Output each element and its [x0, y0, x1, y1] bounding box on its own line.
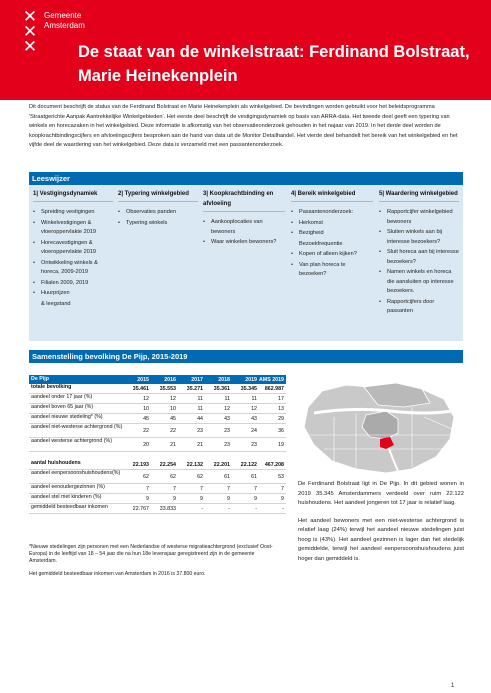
table-cell: 862.987	[264, 386, 284, 392]
column-header: 2019	[245, 377, 257, 383]
table-cell: 13	[278, 406, 284, 412]
table-cell: 9	[146, 496, 149, 502]
logo-name	[44, 11, 85, 30]
list-item: • Ontwikkeling winkels & horeca, 2009-2019	[33, 259, 113, 278]
table-cell: 61	[251, 474, 257, 480]
table-cell: 11	[197, 406, 203, 412]
table-cell: 24	[251, 428, 257, 434]
table-row	[29, 494, 286, 504]
footnote-income: Het gemiddeld besteedbaar inkomen van Amsterdam in 2016 is 37.800 euro.	[29, 571, 206, 577]
row-label: aandeel eenpersoonshuishoudens(%)	[31, 470, 121, 476]
table-row	[29, 438, 286, 452]
leeswijzer-column-2	[118, 189, 198, 229]
table-cell: 467.208	[264, 462, 284, 468]
table-cell: 7	[200, 486, 203, 492]
column-heading: 3| Koopkrachtbinding en afvloeiing	[203, 189, 285, 212]
table-cell: 45	[170, 416, 176, 422]
list-item: • Spreiding vestigingen	[33, 208, 113, 218]
table-cell: 23	[197, 428, 203, 434]
column-heading: 2| Typering winkelgebied	[118, 189, 198, 202]
table-cell: 12	[170, 396, 176, 402]
table-cell: 7	[281, 486, 284, 492]
table-cell: 22.254	[159, 462, 176, 468]
table-row	[29, 504, 286, 514]
list-item: • Filialen 2009, 2019	[33, 279, 113, 289]
row-label: aandeel boven 65 jaar (%)	[31, 404, 94, 410]
table-cell: 36	[278, 428, 284, 434]
column-header: 2016	[164, 377, 176, 383]
table-cell: 35.461	[132, 386, 149, 392]
row-label: aandeel eenoudergezinnen (%)	[31, 484, 105, 490]
table-cell: 35.271	[186, 386, 203, 392]
row-label: aandeel westerse achtergrond (%)	[31, 438, 112, 444]
table-cell: 61	[224, 474, 230, 480]
table-cell: 9	[227, 496, 230, 502]
table-cell: 22.201	[213, 462, 230, 468]
table-cell: 22	[170, 428, 176, 434]
table-cell: 33.833	[159, 506, 176, 512]
leeswijzer-title: Leeswijzer	[29, 172, 463, 185]
row-label: aandeel niet-westerse achtergrond (%)	[31, 424, 123, 430]
table-footnote	[29, 544, 279, 578]
list-item: • Rapportcijfer winkelgebied bewoners	[379, 208, 459, 227]
table-cell: 62	[170, 474, 176, 480]
bevolking-summary	[298, 480, 464, 572]
list-item: • Passantenonderzoek:	[291, 208, 373, 218]
table-cell: 62	[197, 474, 203, 480]
table-cell: 43	[224, 416, 230, 422]
list-item: • Observaties panden	[118, 208, 198, 218]
list-item: Bezoekfrequentie	[299, 240, 343, 247]
list-item: • Bezigheid	[291, 229, 373, 239]
table-row	[29, 394, 286, 404]
column-header: AMS 2019	[258, 377, 284, 383]
table-cell: 53	[278, 474, 284, 480]
list-item: & leegstand	[41, 300, 71, 307]
title-line1: De staat van de winkelstraat: Ferdinand Bolstraat,	[78, 43, 470, 61]
table-row	[29, 470, 286, 484]
table-cell: 35.345	[240, 386, 257, 392]
table-row	[29, 424, 286, 438]
table-cell: -	[201, 506, 203, 512]
list-item: • Kopen of alleen kijken?	[291, 250, 373, 260]
table-cell: 11	[224, 396, 230, 402]
row-label: aantal huishoudens	[31, 460, 81, 466]
row-label: aandeel nieuwe stedeling* (%)	[31, 414, 103, 420]
leeswijzer-column-3	[203, 189, 285, 249]
logo-name-line1: Gemeente	[44, 11, 82, 20]
table-cell: 7	[227, 486, 230, 492]
table-cell: 22.767	[132, 506, 149, 512]
table-row	[29, 404, 286, 414]
table-cell: 45	[143, 416, 149, 422]
table-cell: 43	[251, 416, 257, 422]
table-row	[29, 384, 286, 394]
table-row	[29, 460, 286, 470]
list-item: • Sluiten winkels aan bij interesse bezoekers?	[379, 228, 459, 247]
leeswijzer-column-4	[291, 189, 373, 281]
leeswijzer-column-1	[33, 189, 113, 310]
table-cell: 11	[197, 396, 203, 402]
table-cell: 9	[254, 496, 257, 502]
row-label: aandeel stel met kinderen (%)	[31, 494, 102, 500]
intro-paragraph: Dit document beschrijft de status van de Ferdinand Bolstraat en Marie Heinekenplein als winkelgebied. De bevindingen worden gebruikt voor het beleidsprogramma 'Straatgerichte Aanpak Aantrekkelijke Winkelgebieden'. Het eerste deel beschrijft de vestigingsdynamiek op basis van ARRA-data. Het tweede deel geeft een typering van winkels en horecazaken in het winkelgebied. Deze informatie is afkomstig van het observatieonderzoek gehouden in het najaar van 2019. In het derde deel worden de koopkrachtbindingscijfers en afvloeiingscijfers besproken aan de hand van data uit de Monitor Detailhandel. Het vierde deel behandelt het bereik van het winkelgebied en het vijfde deel de waardering van het winkelgebied. Deze data is verzameld met een passantenonderzoek.	[29, 104, 458, 149]
table-cell: 22.132	[186, 462, 203, 468]
title-line2: Marie Heinekenplein	[78, 67, 238, 85]
table-row	[29, 484, 286, 494]
table-cell: 12	[251, 406, 257, 412]
column-header: 2017	[191, 377, 203, 383]
list-item: • Aankooplocaties van bewoners	[203, 218, 285, 237]
bevolking-title: Samenstelling bevolking De Pijp, 2015-2019	[29, 350, 463, 363]
table-cell: 44	[197, 416, 203, 422]
leeswijzer-panel	[29, 185, 463, 341]
table-cell: 23	[224, 442, 230, 448]
table-cell: 17	[278, 396, 284, 402]
table-cell: 9	[200, 496, 203, 502]
table-header	[29, 375, 286, 384]
table-row	[29, 414, 286, 424]
column-header: De Pijp	[31, 376, 49, 382]
table-cell: 35.553	[159, 386, 176, 392]
list-item: • Huurprijzen	[33, 289, 113, 299]
table-cell: 7	[254, 486, 257, 492]
footnote-text: *Nieuwe stedelingen zijn personen met een Nederlandse of westerse migratieachtergrond (exclusief Oost-Europa) in de leeftijd van 18 – 54 jaar die na hun 18e levensjaar geregistreerd zijn in de gemeente Amsterdam.	[29, 544, 273, 564]
list-item: • Namen winkels en horeca die aansluiten op interesse bezoekers.	[379, 268, 459, 297]
table-cell: 23	[251, 442, 257, 448]
table-cell: 22.193	[132, 462, 149, 468]
row-label: aandeel onder 17 jaar (%)	[31, 394, 93, 400]
andreas-crosses-icon: ✕ ✕ ✕	[22, 7, 38, 57]
list-item: • Sluit horeca aan bij interesse bezoekers?	[379, 248, 459, 267]
table-cell: -	[228, 506, 230, 512]
column-heading: 4| Bereik winkelgebied	[291, 189, 373, 202]
table-cell: 62	[143, 474, 149, 480]
table-cell: 19	[278, 442, 284, 448]
table-cell: 12	[143, 396, 149, 402]
summary-paragraph-2: Het aandeel bewoners met een niet-westerse achtergrond is relatief laag (24%) terwijl het aandeel nieuwe stedelingen juist hoog is (43%). Het aandeel gezinnen is lager dan het stedelijk gemiddelde, terwijl het aandeel eenpersoonshuishoudens juist hoger dan gemiddeld is.	[298, 517, 464, 562]
table-cell: 11	[251, 396, 257, 402]
page-number: 1	[451, 683, 455, 689]
table-cell: 20	[143, 442, 149, 448]
bevolking-table	[29, 375, 286, 514]
row-label: totale bevolking	[31, 384, 72, 390]
list-item: • Horecavestigingen & vloeroppervlakte 2019	[33, 239, 113, 258]
amsterdam-map	[294, 377, 466, 475]
logo-name-line2: Amsterdam	[44, 20, 85, 30]
leeswijzer-column-5	[379, 189, 459, 318]
table-cell: 12	[224, 406, 230, 412]
list-item: • Rapportcijfers door passanten	[379, 298, 459, 317]
list-item: • Van plan horeca te bezoeken?	[291, 261, 373, 280]
table-cell: 21	[170, 442, 176, 448]
table-cell: -	[282, 506, 284, 512]
column-heading: 1| Vestigingsdynamiek	[33, 189, 113, 202]
table-cell: 7	[173, 486, 176, 492]
table-cell: 22	[143, 428, 149, 434]
table-cell: 35.361	[213, 386, 230, 392]
table-cell: 9	[281, 496, 284, 502]
summary-paragraph-1: De Ferdinand Bolstraat ligt in De Pijp. In dit gebied wonen in 2019 35.345 Amsterdammers verdeeld over ruim 22.122 huishoudens. Het aandeel jongeren tot 17 jaar is relatief laag.	[298, 481, 464, 506]
list-item: • Herkomst	[291, 219, 373, 229]
table-cell: 21	[197, 442, 203, 448]
table-cell: 22.122	[240, 462, 257, 468]
table-cell: 10	[170, 406, 176, 412]
column-header: 2018	[218, 377, 230, 383]
table-cell: 7	[146, 486, 149, 492]
column-heading: 5| Waardering winkelgebied	[379, 189, 459, 202]
list-item: • Typering winkels	[118, 219, 198, 229]
table-cell: -	[255, 506, 257, 512]
list-item: • Waar winkelen bewoners?	[203, 238, 285, 248]
table-cell: 23	[224, 428, 230, 434]
column-header: 2015	[137, 377, 149, 383]
page-title	[78, 40, 478, 88]
table-cell: 29	[278, 416, 284, 422]
table-cell: 9	[173, 496, 176, 502]
table-cell: 10	[143, 406, 149, 412]
row-label: gemiddeld besteedbaar inkomen	[31, 504, 108, 510]
list-item: • Winkelvestigingen & vloeroppervlakte 2019	[33, 219, 113, 238]
